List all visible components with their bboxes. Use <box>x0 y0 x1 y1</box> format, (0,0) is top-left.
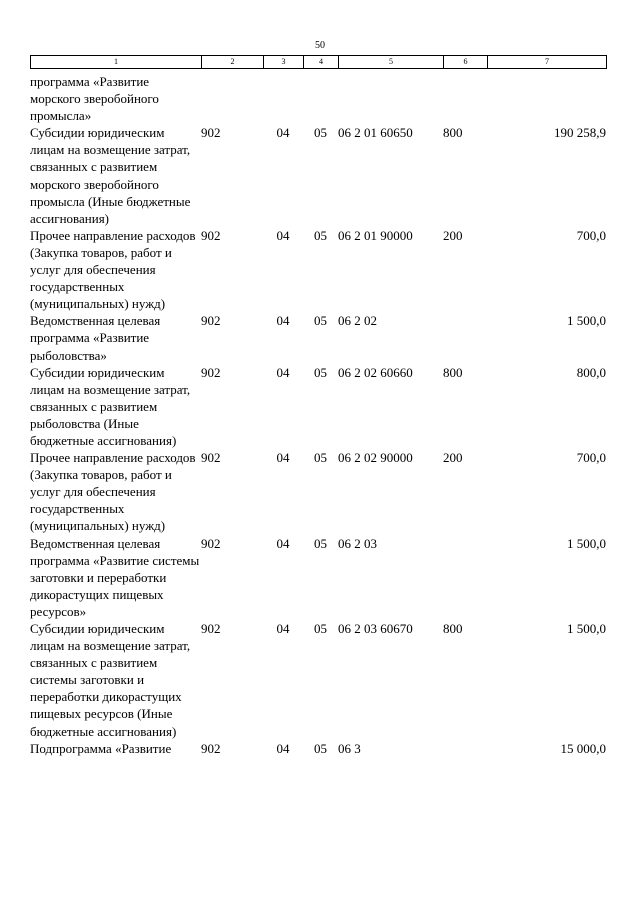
cell-subsection-code: 05 <box>314 450 327 466</box>
cell-ministry-code: 902 <box>201 740 221 756</box>
cell-subsection-code <box>303 73 338 124</box>
cell-target-article-code: 06 3 <box>338 740 361 756</box>
cell-expense-type-code: 800 <box>443 125 463 141</box>
cell-expense-type-code: 200 <box>443 227 463 243</box>
cell-subsection-code: 05 <box>314 313 327 329</box>
column-header-6: 6 <box>444 56 488 69</box>
cell-expense-type-code <box>443 73 487 124</box>
cell-section-code: 04 <box>276 125 290 141</box>
table-row <box>30 364 606 449</box>
cell-amount: 1 500,0 <box>567 535 606 551</box>
cell-item-name: Субсидии юридическим лицам на возмещение затрат, связанных с развитием морского зверобойного промысла (Иные бюджетные ассигнования) <box>30 125 191 226</box>
cell-section-code: 04 <box>276 450 290 466</box>
page-number: 50 <box>315 40 325 51</box>
cell-amount: 190 258,9 <box>554 125 606 141</box>
table-row <box>30 740 606 757</box>
cell-expense-type-code: 800 <box>443 364 463 380</box>
cell-item-name: Подпрограмма «Развитие <box>30 740 172 756</box>
cell-item-name: программа «Развитие морского зверобойного промысла» <box>30 74 159 124</box>
cell-target-article-code: 06 2 02 60660 <box>338 364 413 380</box>
cell-amount: 15 000,0 <box>560 740 606 756</box>
cell-target-article-code: 06 2 01 90000 <box>338 227 413 243</box>
cell-subsection-code: 05 <box>314 535 327 551</box>
column-header-table <box>30 55 607 69</box>
table-row <box>30 312 606 363</box>
column-header-4: 4 <box>304 56 339 69</box>
cell-section-code: 04 <box>276 740 290 756</box>
cell-target-article-code: 06 2 01 60650 <box>338 125 413 141</box>
column-header-2: 2 <box>202 56 264 69</box>
column-header-3: 3 <box>264 56 304 69</box>
table-row <box>30 449 606 534</box>
table-row <box>30 73 606 124</box>
cell-section-code: 04 <box>276 227 290 243</box>
table-body <box>30 73 606 757</box>
cell-section-code <box>263 73 303 124</box>
column-header-5: 5 <box>339 56 444 69</box>
table-row <box>30 227 606 312</box>
cell-subsection-code: 05 <box>314 125 327 141</box>
table-row <box>30 124 606 227</box>
cell-amount: 700,0 <box>576 450 606 466</box>
column-header-1: 1 <box>31 56 202 69</box>
cell-expense-type-code <box>443 535 487 620</box>
table-row <box>30 620 606 740</box>
cell-subsection-code: 05 <box>314 740 327 756</box>
cell-item-name: Прочее направление расходов (Закупка товаров, работ и услуг для обеспечения государственных (муниципальных) нужд) <box>30 227 196 312</box>
column-header-row <box>31 56 607 69</box>
cell-target-article-code: 06 2 03 60670 <box>338 621 413 636</box>
cell-ministry-code <box>201 73 263 124</box>
column-header-7: 7 <box>488 56 607 69</box>
cell-ministry-code: 902 <box>201 535 221 551</box>
cell-ministry-code: 902 <box>201 313 221 329</box>
cell-target-article-code: 06 2 02 <box>338 313 377 329</box>
cell-amount <box>487 73 606 124</box>
cell-item-name: Субсидии юридическим лицам на возмещение затрат, связанных с развитием рыболовства (Иные бюджетные ассигнования) <box>30 364 191 448</box>
cell-amount: 1 500,0 <box>567 313 606 329</box>
cell-ministry-code: 902 <box>201 125 221 141</box>
cell-section-code: 04 <box>276 364 290 380</box>
cell-amount: 1 500,0 <box>567 621 606 636</box>
cell-item-name: Ведомственная целевая программа «Развитие системы заготовки и переработки дикорастущих пищевых ресурсов» <box>30 535 200 619</box>
cell-expense-type-code: 800 <box>443 621 463 636</box>
cell-section-code: 04 <box>276 535 290 551</box>
cell-expense-type-code <box>443 312 487 363</box>
cell-ministry-code: 902 <box>201 621 221 636</box>
cell-subsection-code: 05 <box>314 364 327 380</box>
cell-expense-type-code <box>443 740 487 757</box>
cell-ministry-code: 902 <box>201 364 221 380</box>
cell-ministry-code: 902 <box>201 450 221 466</box>
table-row <box>30 535 606 620</box>
cell-ministry-code: 902 <box>201 227 221 243</box>
cell-target-article-code: 06 2 03 <box>338 535 377 551</box>
cell-section-code: 04 <box>276 313 290 329</box>
cell-subsection-code: 05 <box>314 227 327 243</box>
cell-item-name: Прочее направление расходов (Закупка товаров, работ и услуг для обеспечения государственных (муниципальных) нужд) <box>30 450 196 534</box>
cell-item-name: Субсидии юридическим лицам на возмещение затрат, связанных с развитием системы заготовки и переработки дикорастущих пищевых ресурсов (Иные бюджетные ассигнования) <box>30 621 191 739</box>
cell-item-name: Ведомственная целевая программа «Развитие рыболовства» <box>30 313 161 363</box>
cell-amount: 800,0 <box>576 364 606 380</box>
budget-table <box>30 73 606 757</box>
cell-subsection-code: 05 <box>314 621 327 636</box>
cell-amount: 700,0 <box>576 227 606 243</box>
cell-target-article-code <box>338 73 443 124</box>
cell-target-article-code: 06 2 02 90000 <box>338 450 413 466</box>
cell-section-code: 04 <box>276 621 290 636</box>
cell-expense-type-code: 200 <box>443 450 463 466</box>
